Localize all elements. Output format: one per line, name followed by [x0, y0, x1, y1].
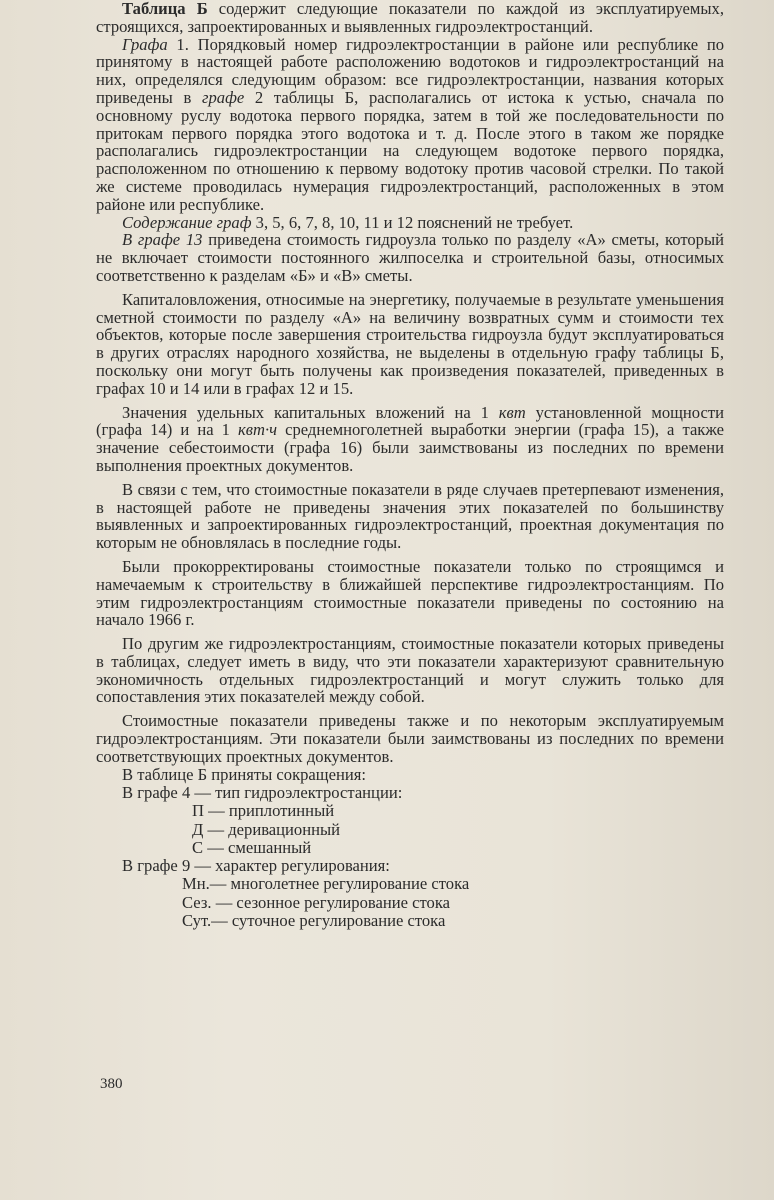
abbrev-g9-item: Сут.— суточное регулирование стока	[182, 911, 446, 931]
abbrev-g9-item: Мн.— многолетнее регулирование стока	[182, 874, 470, 894]
paragraph-operating: Стоимостные показатели приведены также и по некоторым эксплуатируемым гидроэлектростанциям. Эти показатели были заимствованы из последних по времени соответствующих проектных документов.	[96, 711, 724, 766]
abbrev-g4-item: Д — деривационный	[192, 819, 341, 839]
paragraph-corrected: Были прокорректированы стоимостные показатели только по строящимся и намечаемым к строительству в ближайшей перспективе гидроэлектростанциям. По этим гидроэлектростанциям стоимостные показатели приведены по состоянию на начало 1966 г.	[96, 556, 724, 630]
abbrev-g4-head: В графе 4 — тип гидроэлектростанции:	[122, 782, 403, 802]
abbreviations-list	[96, 766, 724, 931]
page-number: 380	[100, 1076, 123, 1092]
paragraph-other-hydro: По другим же гидроэлектростанциям, стоимостные показатели которых приведены в таблицах, следует иметь в виду, что эти показатели характеризуют сравнительную экономичность отдельных гидроэлектростанций и могут служить только для сопоставления этих показателей между собой.	[96, 634, 724, 707]
abbrev-intro: В таблице Б приняты сокращения:	[122, 764, 366, 784]
paragraph-column-13: В графе 13 приведена стоимость гидроузла только по разделу «А» сметы, который не включает стоимости постоянного жилпоселка и строительной базы, относимых соответственно к разделам «Б» и «В» сметы.	[96, 230, 725, 285]
paragraph-table-b: Таблица Б содержит следующие показатели по каждой из эксплуатируемых, строящихся, запроектированных и выявленных гидроэлектростанций.	[96, 0, 724, 36]
abbrev-g9-head: В графе 9 — характер регулирования:	[122, 856, 390, 876]
table-b-label: Таблица Б	[122, 0, 208, 18]
paragraph-investments: Капиталовложения, относимые на энергетику, получаемые в результате уменьшения сметной стоимости по разделу «А» на величину возвратных сумм и стоимости тех объектов, которые после завершения строительства гидроузла будут эксплуатироваться в других отраслях народного хозяйства, не выделены в отдельную графу таблицы Б, поскольку они могут быть получены как произведения показателей, приведенных в графах 10 и 14 или в графах 12 и 15.	[96, 289, 724, 398]
abbrev-g9-item: Сез. — сезонное регулирование стока	[182, 892, 451, 912]
paragraph-column-1: Графа 1. Порядковый номер гидроэлектростанции в районе или республике по принятому в настоящей работе расположению водотоков и гидроэлектростанций на них, определялся следующим образом: все гидроэлектростанции, названия которых приведены в графе 2 таблицы Б, располагались от истока к устью, сначала по основному руслу водотока первого порядка, затем в той же последовательности по притокам первого порядка этого водотока и т. д. После этого в таком же порядке располагались гидроэлектростанции на следующем водотоке первого порядка, расположенном по отношению к первому водотоку против часовой стрелки. По такой же системе проводилась нумерация гидроэлектростанций, расположенных в этом районе или республике.	[96, 34, 724, 214]
abbrev-g4-item: П — приплотинный	[192, 801, 335, 821]
page-body	[96, 0, 724, 930]
paragraph-specific-values: Значения удельных капитальных вложений на 1 квт установленной мощности (графа 14) и на 1 квт·ч среднемноголетней выработки энергии (графа 15), а также значение себестоимости (графа 16) были заимствованы из последних по времени выполнения проектных документов.	[96, 402, 724, 475]
paragraph-cost-changes: В связи с тем, что стоимостные показатели в ряде случаев претерпевают изменения, в настоящей работе не приведены значения этих показателей по большинству выявленных и запроектированных гидроэлектростанций, проектная документация по которым не обновлялась в последние годы.	[96, 479, 724, 553]
abbrev-g4-item: С — смешанный	[192, 837, 312, 857]
paragraph-columns-content: Содержание граф 3, 5, 6, 7, 8, 10, 11 и 12 пояснений не требует.	[122, 212, 574, 232]
